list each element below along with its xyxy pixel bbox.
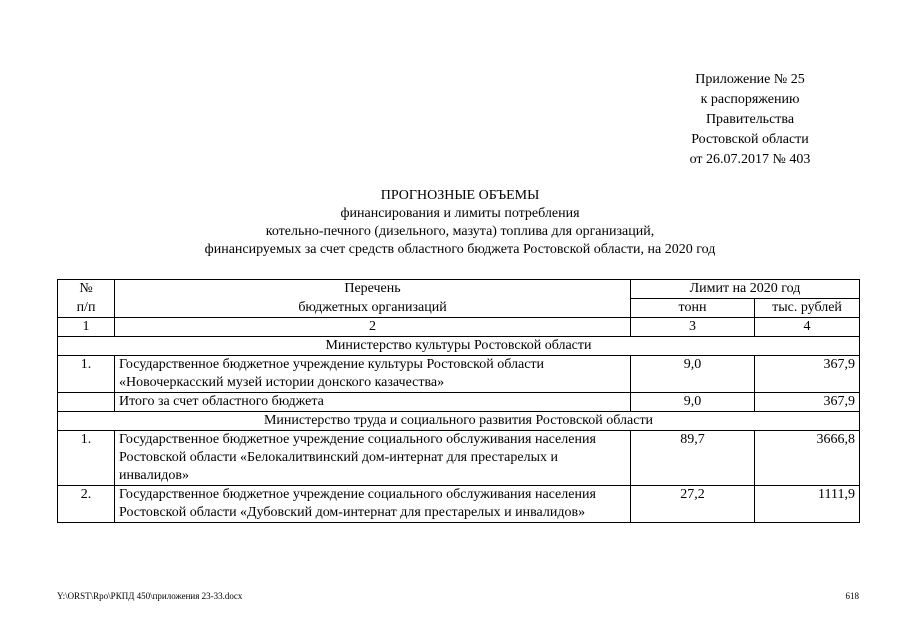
header-num-top: № xyxy=(58,280,115,299)
column-number: 1 xyxy=(58,318,115,337)
header-list-bottom: бюджетных организаций xyxy=(115,299,631,318)
column-numbers-row xyxy=(58,318,860,337)
title-line: финансирования и лимиты потребления xyxy=(340,206,580,221)
row-org-name: Государственное бюджетное учреждение социального обслуживания населения Ростовской области «Дубовский дом-интернат для престарелых и инвалидов» xyxy=(115,486,631,523)
table-row xyxy=(58,356,860,393)
section-title: Министерство труда и социального развития Ростовской области xyxy=(58,412,860,431)
total-label: Итого за счет областного бюджета xyxy=(115,393,631,412)
document-title xyxy=(60,187,860,259)
appendix-line: Правительства xyxy=(705,112,795,127)
header-rubles: тыс. рублей xyxy=(755,299,860,318)
footer-page-number: 618 xyxy=(845,591,859,601)
row-rubles: 3666,8 xyxy=(755,431,860,486)
appendix-line: Приложение № 25 xyxy=(695,72,805,87)
title-line: котельно-печного (дизельного, мазута) топлива для организаций, xyxy=(265,224,655,239)
row-tons: 89,7 xyxy=(631,431,755,486)
total-num-empty xyxy=(58,393,115,412)
table-header-row xyxy=(58,299,860,318)
row-num: 1. xyxy=(58,431,115,486)
row-num: 1. xyxy=(58,356,115,393)
row-org-name: Государственное бюджетное учреждение культуры Ростовской области «Новочеркасский музей истории донского казачества» xyxy=(115,356,631,393)
header-tons: тонн xyxy=(631,299,755,318)
total-rubles: 367,9 xyxy=(755,393,860,412)
title-line: финансируемых за счет средств областного бюджета Ростовской области, на 2020 год xyxy=(204,242,716,257)
row-rubles: 367,9 xyxy=(755,356,860,393)
section-row xyxy=(58,412,860,431)
total-tons: 9,0 xyxy=(631,393,755,412)
table-row xyxy=(58,486,860,523)
row-tons: 27,2 xyxy=(631,486,755,523)
appendix-line: к распоряжению xyxy=(700,92,800,107)
table-header-row xyxy=(58,280,860,299)
budget-table xyxy=(57,279,860,523)
footer-file-path: Y:\ORST\Rpo\РКПД 450\приложения 23-33.docx xyxy=(57,591,243,601)
header-limit: Лимит на 2020 год xyxy=(631,280,860,299)
row-tons: 9,0 xyxy=(631,356,755,393)
section-title: Министерство культуры Ростовской области xyxy=(58,337,860,356)
section-row xyxy=(58,337,860,356)
table-row xyxy=(58,431,860,486)
row-org-name: Государственное бюджетное учреждение социального обслуживания населения Ростовской области «Белокалитвинский дом-интернат для престарелых и инвалидов» xyxy=(115,431,631,486)
appendix-line: Ростовской области xyxy=(691,132,809,147)
row-rubles: 1111,9 xyxy=(755,486,860,523)
title-heading: ПРОГНОЗНЫЕ ОБЪЕМЫ xyxy=(380,188,540,203)
appendix-header xyxy=(640,70,860,170)
appendix-line: от 26.07.2017 № 403 xyxy=(689,152,811,167)
column-number: 3 xyxy=(631,318,755,337)
total-row xyxy=(58,393,860,412)
column-number: 2 xyxy=(115,318,631,337)
row-num: 2. xyxy=(58,486,115,523)
header-list-top: Перечень xyxy=(115,280,631,299)
column-number: 4 xyxy=(755,318,860,337)
header-num-bottom: п/п xyxy=(58,299,115,318)
